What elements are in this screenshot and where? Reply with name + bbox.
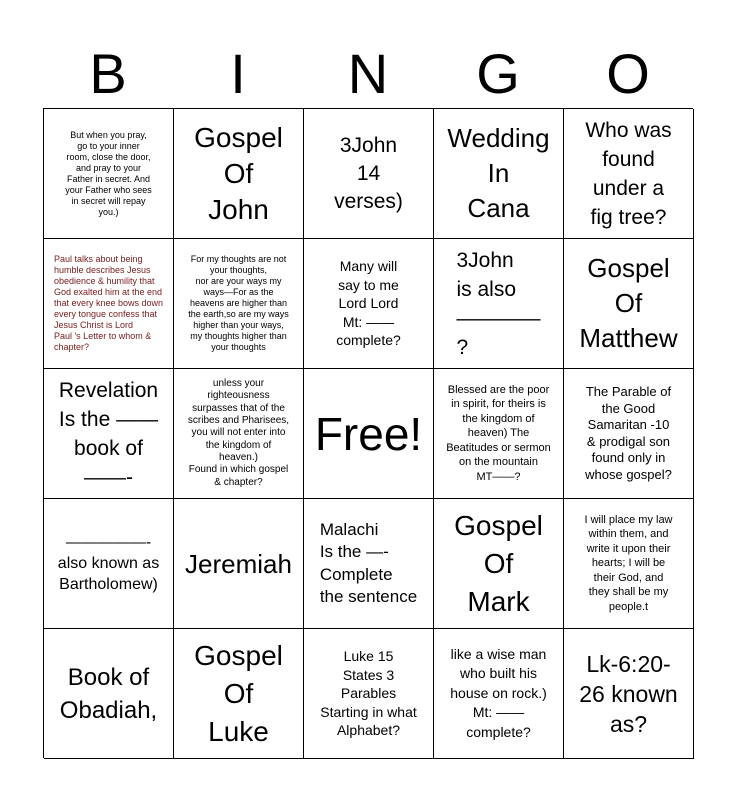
cell-text: Many will say to me Lord Lord Mt: —— complete?: [336, 258, 401, 349]
cell-text: For my thoughts are not your thoughts, nor are your ways my ways—For as the heavens are higher than the earth,so are my ways higher than your ways, my thoughts higher than your thoughts: [188, 254, 289, 352]
cell-text: But when you pray, go to your inner room, close the door, and pray to your Father in secret. And your Father who sees in secret will repay you.): [65, 129, 152, 217]
cell-text: I will place my law within them, and write it upon their hearts; I will be their God, and they shall be my people.t: [584, 513, 673, 613]
header-letter-o: O: [606, 42, 650, 105]
bingo-cell-r4-c5[interactable]: [564, 499, 694, 629]
bingo-cell-r1-c3[interactable]: [304, 109, 434, 239]
bingo-cell-r2-c5[interactable]: [564, 239, 694, 369]
free-space: Free!: [314, 407, 423, 460]
cell-text: Paul talks about being humble describes Jesus obedience & humility that God exalted him at the end that every knee bows down every tongue confess that Jesus Christ is Lord Paul 's Letter to whom & chapter?: [53, 254, 164, 352]
cell-text: Malachi Is the —- Complete the sentence: [319, 519, 418, 606]
cell-text: The Parable of the Good Samaritan -10 & prodigal son found only in whose gospel?: [585, 384, 672, 482]
cell-text: —————- also known as Bartholomew): [57, 534, 160, 593]
bingo-header: [43, 40, 693, 108]
cell-text: Jeremiah: [185, 548, 292, 579]
bingo-cell-r3-c3[interactable]: [304, 369, 434, 499]
cell-text: like a wise man who built his house on rock.) Mt: —— complete?: [450, 645, 547, 740]
bingo-cell-r4-c1[interactable]: [44, 499, 174, 629]
cell-text: Gospel Of Matthew: [579, 253, 678, 353]
bingo-card-grid: [43, 108, 693, 758]
cell-text: Luke 15 States 3 Parables Starting in what Alphabet?: [320, 648, 417, 739]
cell-text: Revelation Is the —— book of ——-: [58, 378, 159, 489]
header-letter-n: N: [347, 42, 389, 105]
cell-text: Gospel Of John: [194, 121, 283, 225]
cell-text: 3John 14 verses): [334, 133, 403, 213]
bingo-cell-r1-c4[interactable]: [434, 109, 564, 239]
bingo-cell-r1-c5[interactable]: [564, 109, 694, 239]
bingo-cell-r4-c2[interactable]: [174, 499, 304, 629]
cell-text: Book of Obadiah,: [59, 663, 158, 724]
cell-text: unless your righteousness surpasses that of the scribes and Pharisees, you will not enter into the kingdom of heaven.) Found in which gospel & chapter?: [187, 378, 290, 488]
cell-text: Blessed are the poor in spirit, for theirs is the kingdom of heaven) The Beatitudes or sermon on the mountain MT——?: [446, 383, 551, 483]
bingo-cell-r1-c1[interactable]: [44, 109, 174, 239]
cell-text: Lk-6:20- 26 known as?: [579, 650, 678, 737]
bingo-cell-r5-c3[interactable]: [304, 629, 434, 759]
cell-text: Who was found under a fig tree?: [585, 118, 672, 229]
bingo-cell-r2-c1[interactable]: [44, 239, 174, 369]
header-letter-i: I: [230, 42, 246, 105]
cell-text: 3John is also ———— ?: [456, 248, 541, 359]
bingo-cell-r3-c2[interactable]: [174, 369, 304, 499]
bingo-cell-r2-c3[interactable]: [304, 239, 434, 369]
bingo-cell-r2-c2[interactable]: [174, 239, 304, 369]
bingo-cell-r1-c2[interactable]: [174, 109, 304, 239]
header-letter-g: G: [476, 42, 520, 105]
cell-text: Wedding In Cana: [447, 123, 550, 223]
bingo-cell-r3-c5[interactable]: [564, 369, 694, 499]
bingo-cell-r5-c5[interactable]: [564, 629, 694, 759]
cell-text: Gospel Of Luke: [194, 639, 283, 747]
bingo-cell-r3-c4[interactable]: [434, 369, 564, 499]
bingo-cell-r5-c4[interactable]: [434, 629, 564, 759]
cell-text: Gospel Of Mark: [454, 509, 543, 617]
bingo-cell-r5-c2[interactable]: [174, 629, 304, 759]
bingo-cell-r4-c4[interactable]: [434, 499, 564, 629]
bingo-cell-r3-c1[interactable]: [44, 369, 174, 499]
header-letter-b: B: [89, 42, 127, 105]
bingo-cell-r5-c1[interactable]: [44, 629, 174, 759]
bingo-cell-r4-c3[interactable]: [304, 499, 434, 629]
bingo-cell-r2-c4[interactable]: [434, 239, 564, 369]
